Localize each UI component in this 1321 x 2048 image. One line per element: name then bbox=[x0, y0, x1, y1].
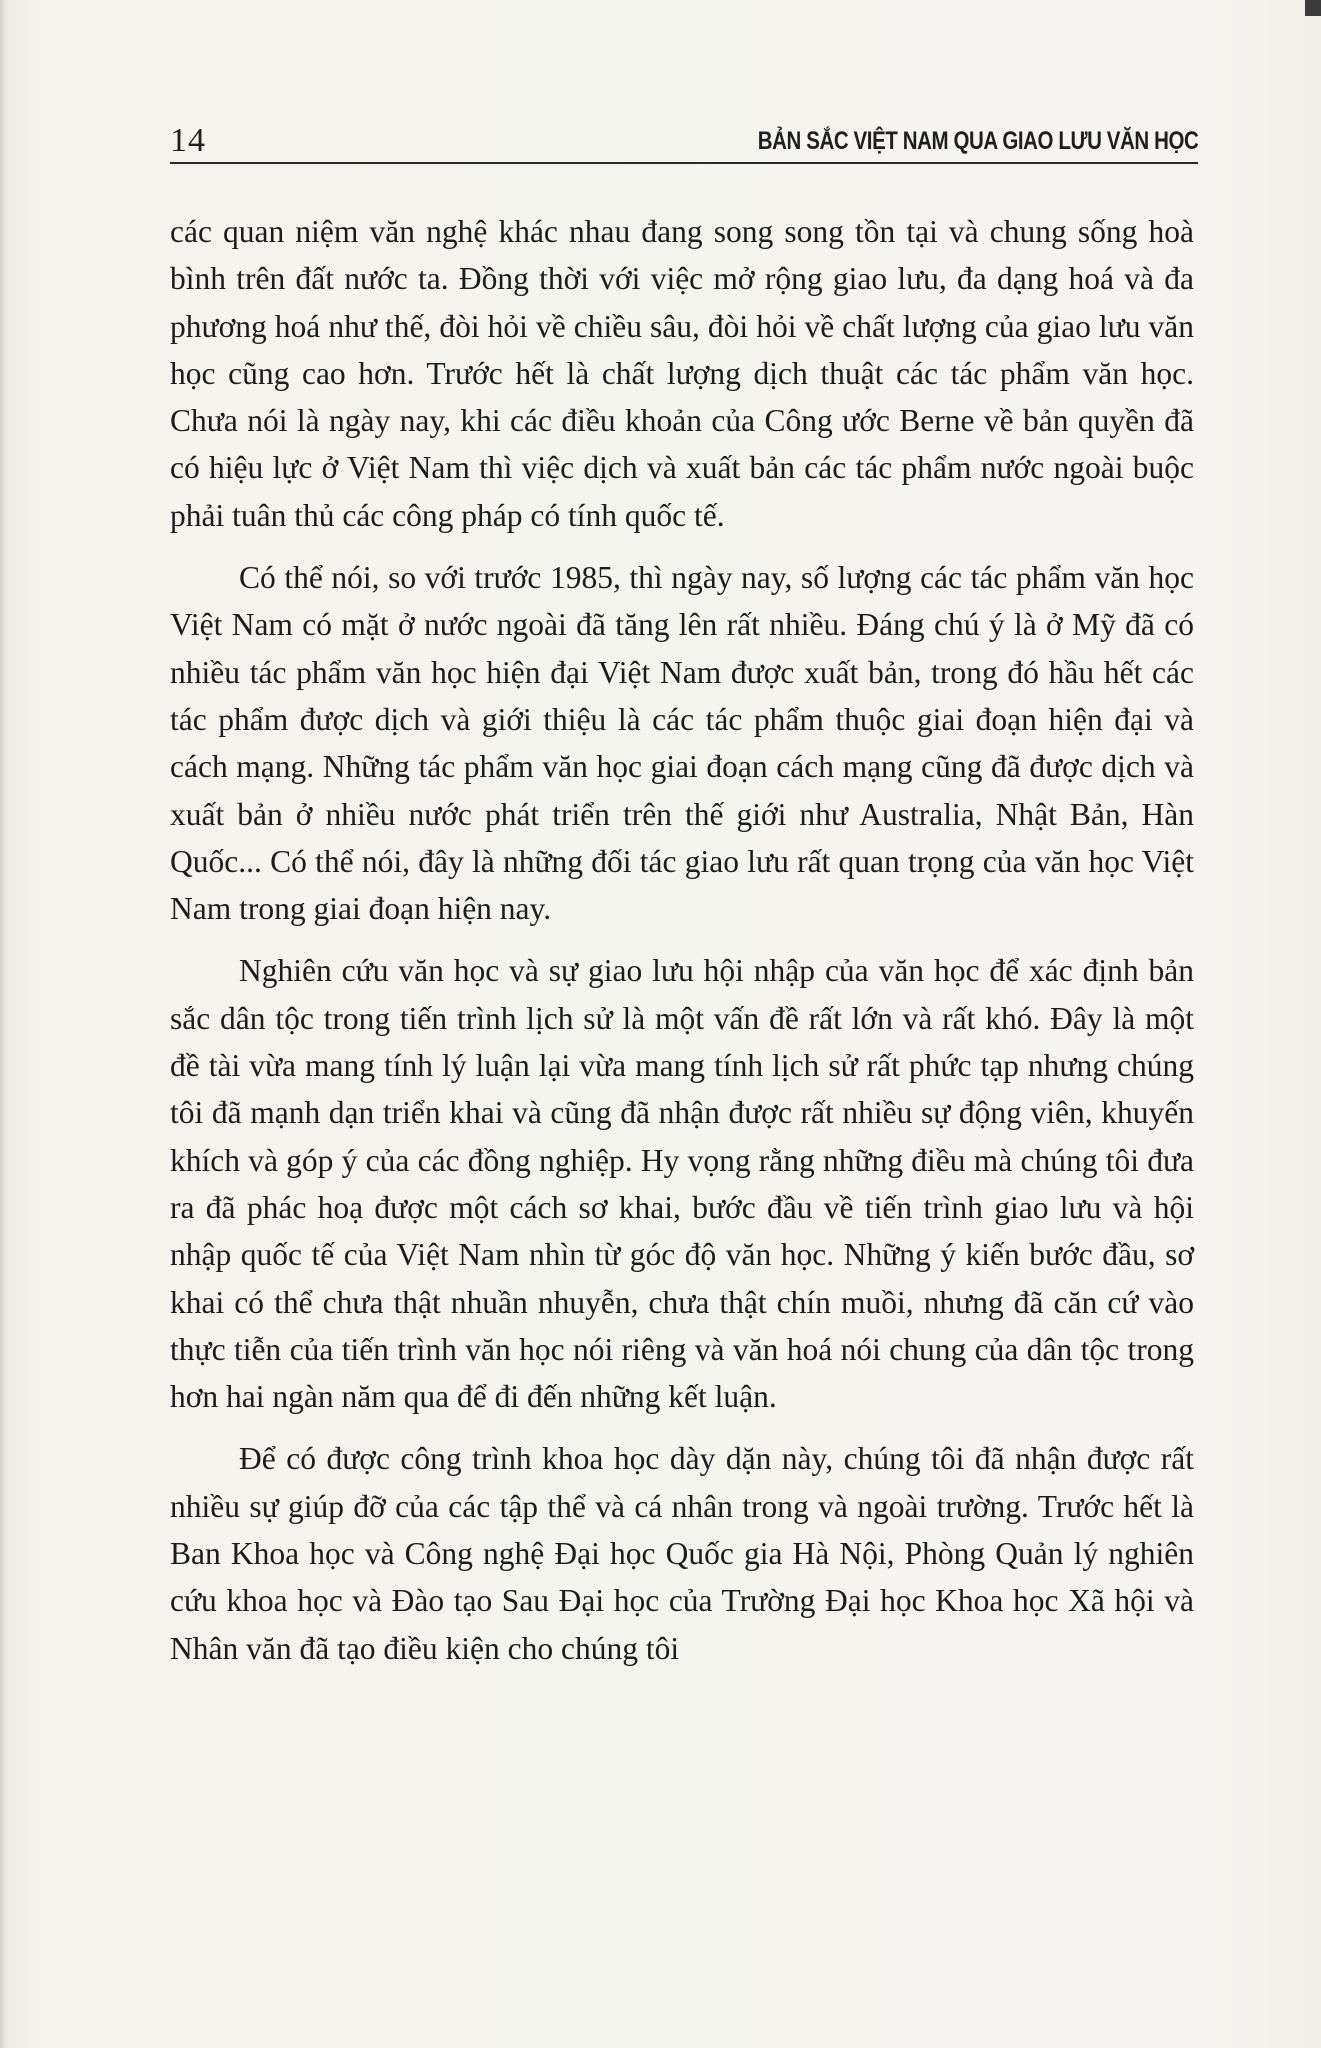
paragraph: Nghiên cứu văn học và sự giao lưu hội nhập của văn học để xác định bản sắc dân tộc trong tiến trình lịch sử là một vấn đề rất lớn và rất khó. Đây là một đề tài vừa mang tính lý luận lại vừa mang tính lịch sử rất phức tạp nhưng chúng tôi đã mạnh dạn triển khai và cũng đã nhận được rất nhiều sự động viên, khuyến khích và góp ý của các đồng nghiệp. Hy vọng rằng những điều mà chúng tôi đưa ra đã phác hoạ được một cách sơ khai, bước đầu về tiến trình giao lưu và hội nhập quốc tế của Việt Nam nhìn từ góc độ văn học. Những ý kiến bước đầu, sơ khai có thể chưa thật nhuần nhuyễn, chưa thật chín muồi, nhưng đã căn cứ vào thực tiễn của tiến trình văn học nói riêng và văn hoá nói chung của dân tộc trong hơn hai ngàn năm qua để đi đến những kết luận. bbox=[170, 953, 1194, 1415]
body-text bbox=[170, 208, 1194, 1672]
paragraph-continuation: các quan niệm văn nghệ khác nhau đang song song tồn tại và chung sống hoà bình trên đất nước ta. Đồng thời với việc mở rộng giao lưu, đa dạng hoá và đa phương hoá như thế, đòi hỏi về chiều sâu, đòi hỏi về chất lượng của giao lưu văn học cũng cao hơn. Trước hết là chất lượng dịch thuật các tác phẩm văn học. Chưa nói là ngày nay, khi các điều khoản của Công ước Berne về bản quyền đã có hiệu lực ở Việt Nam thì việc dịch và xuất bản các tác phẩm nước ngoài buộc phải tuân thủ các công pháp có tính quốc tế. bbox=[170, 214, 1194, 533]
page-header bbox=[170, 92, 1198, 164]
corner-mark bbox=[1305, 0, 1321, 16]
binding-shadow bbox=[0, 0, 6, 2048]
paragraph: Có thể nói, so với trước 1985, thì ngày nay, số lượng các tác phẩm văn học Việt Nam có mặt ở nước ngoài đã tăng lên rất nhiều. Đáng chú ý là ở Mỹ đã có nhiều tác phẩm văn học hiện đại Việt Nam được xuất bản, trong đó hầu hết các tác phẩm được dịch và giới thiệu là các tác phẩm thuộc giai đoạn hiện đại và cách mạng. Những tác phẩm văn học giai đoạn cách mạng cũng đã được dịch và xuất bản ở nhiều nước phát triển trên thế giới như Australia, Nhật Bản, Hàn Quốc... Có thể nói, đây là những đối tác giao lưu rất quan trọng của văn học Việt Nam trong giai đoạn hiện nay. bbox=[170, 560, 1194, 927]
running-title: BẢN SẮC VIỆT NAM QUA GIAO LƯU VĂN HỌC bbox=[757, 127, 1198, 155]
page-number: 14 bbox=[170, 122, 206, 159]
paragraph: Để có được công trình khoa học dày dặn này, chúng tôi đã nhận được rất nhiều sự giúp đỡ của các tập thể và cá nhân trong và ngoài trường. Trước hết là Ban Khoa học và Công nghệ Đại học Quốc gia Hà Nội, Phòng Quản lý nghiên cứu khoa học và Đào tạo Sau Đại học của Trường Đại học Khoa học Xã hội và Nhân văn đã tạo điều kiện cho chúng tôi bbox=[170, 1441, 1194, 1666]
